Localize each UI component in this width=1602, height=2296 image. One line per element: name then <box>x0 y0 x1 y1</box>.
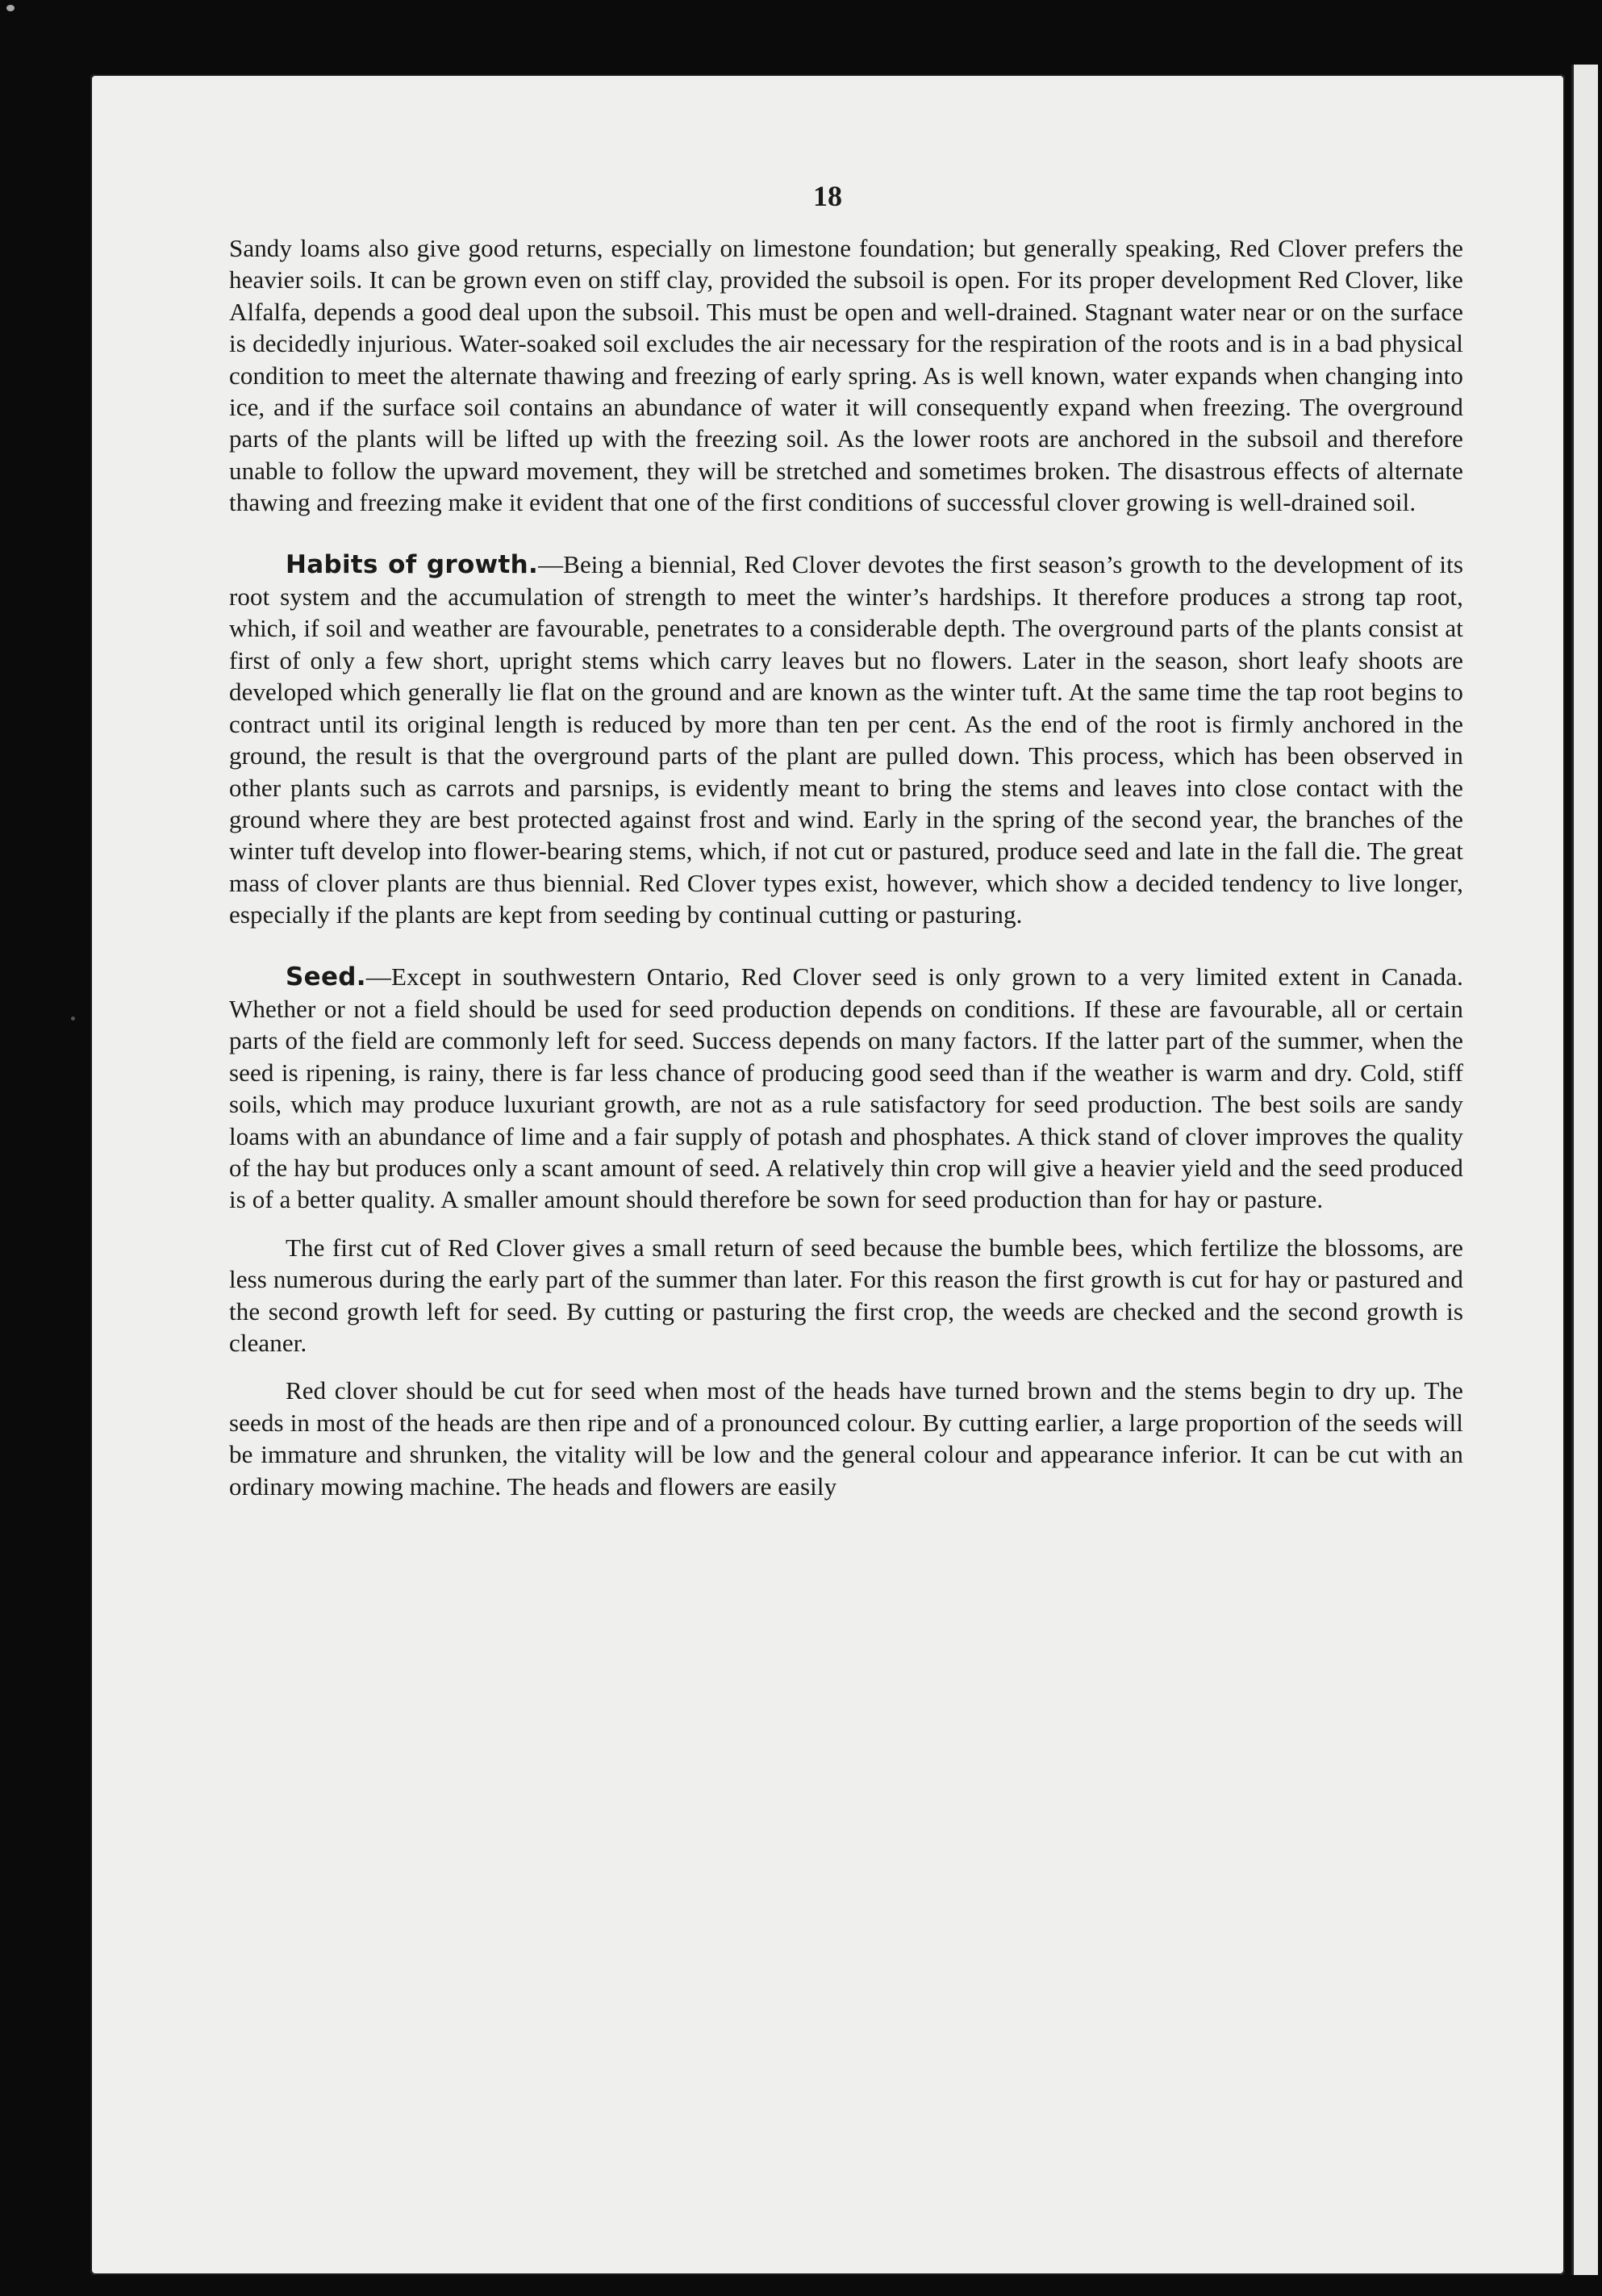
paragraph-first-cut-text: The first cut of Red Clover gives a small return of seed because the bumble bees, which fertilize the blossoms, are less numerous during the early part of the summer than later. For this reason the first growth is cut for hay or pastured and the second growth left for seed. By cutting or pasturing the first crop, the weeds are checked and the second growth is cleaner. <box>229 1233 1463 1357</box>
paragraph-first-cut <box>229 1232 1463 1359</box>
paragraph-seed-text: —Except in southwestern Ontario, Red Clover seed is only grown to a very limited extent in Canada. Whether or not a field should be used for seed production depends on conditions. If these are favourable, all or certain parts of the field are commonly left for seed. Success depends on many factors. If the latter part of the summer, when the seed is ripening, is rainy, there is far less chance of producing good seed than if the weather is warm and dry. Cold, stiff soils, which may produce luxuriant growth, are not as a rule satisfactory for seed production. The best soils are sandy loams with an abundance of lime and a fair supply of potash and phosphates. A thick stand of clover improves the quality of the hay but produces only a scant amount of seed. A relatively thin crop will give a heavier yield and the seed produced is of a better quality. A smaller amount should therefore be sown for seed production than for hay or pasture. <box>229 962 1463 1214</box>
paragraph-habits-of-growth <box>229 549 1463 931</box>
heading-seed: Seed. <box>286 962 366 991</box>
paragraph-soil-text: Sandy loams also give good returns, especially on limestone foundation; but generally speaking, Red Clover prefers the heavier soils. It can be grown even on stiff clay, provided the subsoil is open. For its proper development Red Clover, like Alfalfa, depends a good deal upon the subsoil. This must be open and well-drained. Stagnant water near or on the surface is decidedly injurious. Water-soaked soil excludes the air necessary for the respiration of the roots and is in a bad physical condition to meet the alternate thawing and freezing of early spring. As is well known, water expands when changing into ice, and if the surface soil contains an abundance of water it will consequently expand when freezing. The overground parts of the plants will be lifted up with the freezing soil. As the lower roots are anchored in the subsoil and therefore unable to follow the upward movement, they will be stretched and sometimes broken. The disastrous effects of alternate thawing and freezing make it evident that one of the first conditions of successful clover growing is well-drained soil. <box>229 234 1463 517</box>
page-number: 18 <box>813 180 842 212</box>
paragraph-cutting-for-seed <box>229 1375 1463 1502</box>
scan-speck <box>71 1017 75 1021</box>
scan-speck <box>6 5 15 11</box>
paragraph-cutting-for-seed-text: Red clover should be cut for seed when most of the heads have turned brown and the stems begin to dry up. The seeds in most of the heads are then ripe and of a pronounced colour. By cutting earlier, a large proportion of the seeds will be immature and shrunken, the vitality will be low and the general colour and appearance inferior. It can be cut with an ordinary mowing machine. The heads and flowers are easily <box>229 1376 1463 1501</box>
paragraph-seed <box>229 961 1463 1216</box>
adjacent-page-edge <box>1571 65 1598 2275</box>
paragraph-soil <box>229 232 1463 519</box>
document-page <box>90 74 1565 2275</box>
body-text <box>229 232 1463 1502</box>
heading-habits-of-growth: Habits of growth. <box>286 549 539 579</box>
paragraph-habits-of-growth-text: —Being a biennial, Red Clover devotes the first season’s growth to the development of its root system and the accumulation of strength to meet the winter’s hardships. It therefore produces a strong tap root, which, if soil and weather are favourable, penetrates to a considerable depth. The overground parts of the plants consist at first of only a few short, upright stems which carry leaves but no flowers. Later in the season, short leafy shoots are developed which generally lie flat on the ground and are known as the winter tuft. At the same time the tap root begins to contract until its original length is reduced by more than ten per cent. As the end of the root is firmly anchored in the ground, the result is that the overground parts of the plant are pulled down. This process, which has been observed in other plants such as carrots and parsnips, is evidently meant to bring the stems and leaves into close contact with the ground where they are best protected against frost and wind. Early in the spring of the second year, the branches of the winter tuft develop into flower-bearing stems, which, if not cut or pastured, produce seed and late in the fall die. The great mass of clover plants are thus biennial. Red Clover types exist, however, which show a decided tendency to live longer, especially if the plants are kept from seeding by continual cutting or pasturing. <box>229 549 1463 929</box>
